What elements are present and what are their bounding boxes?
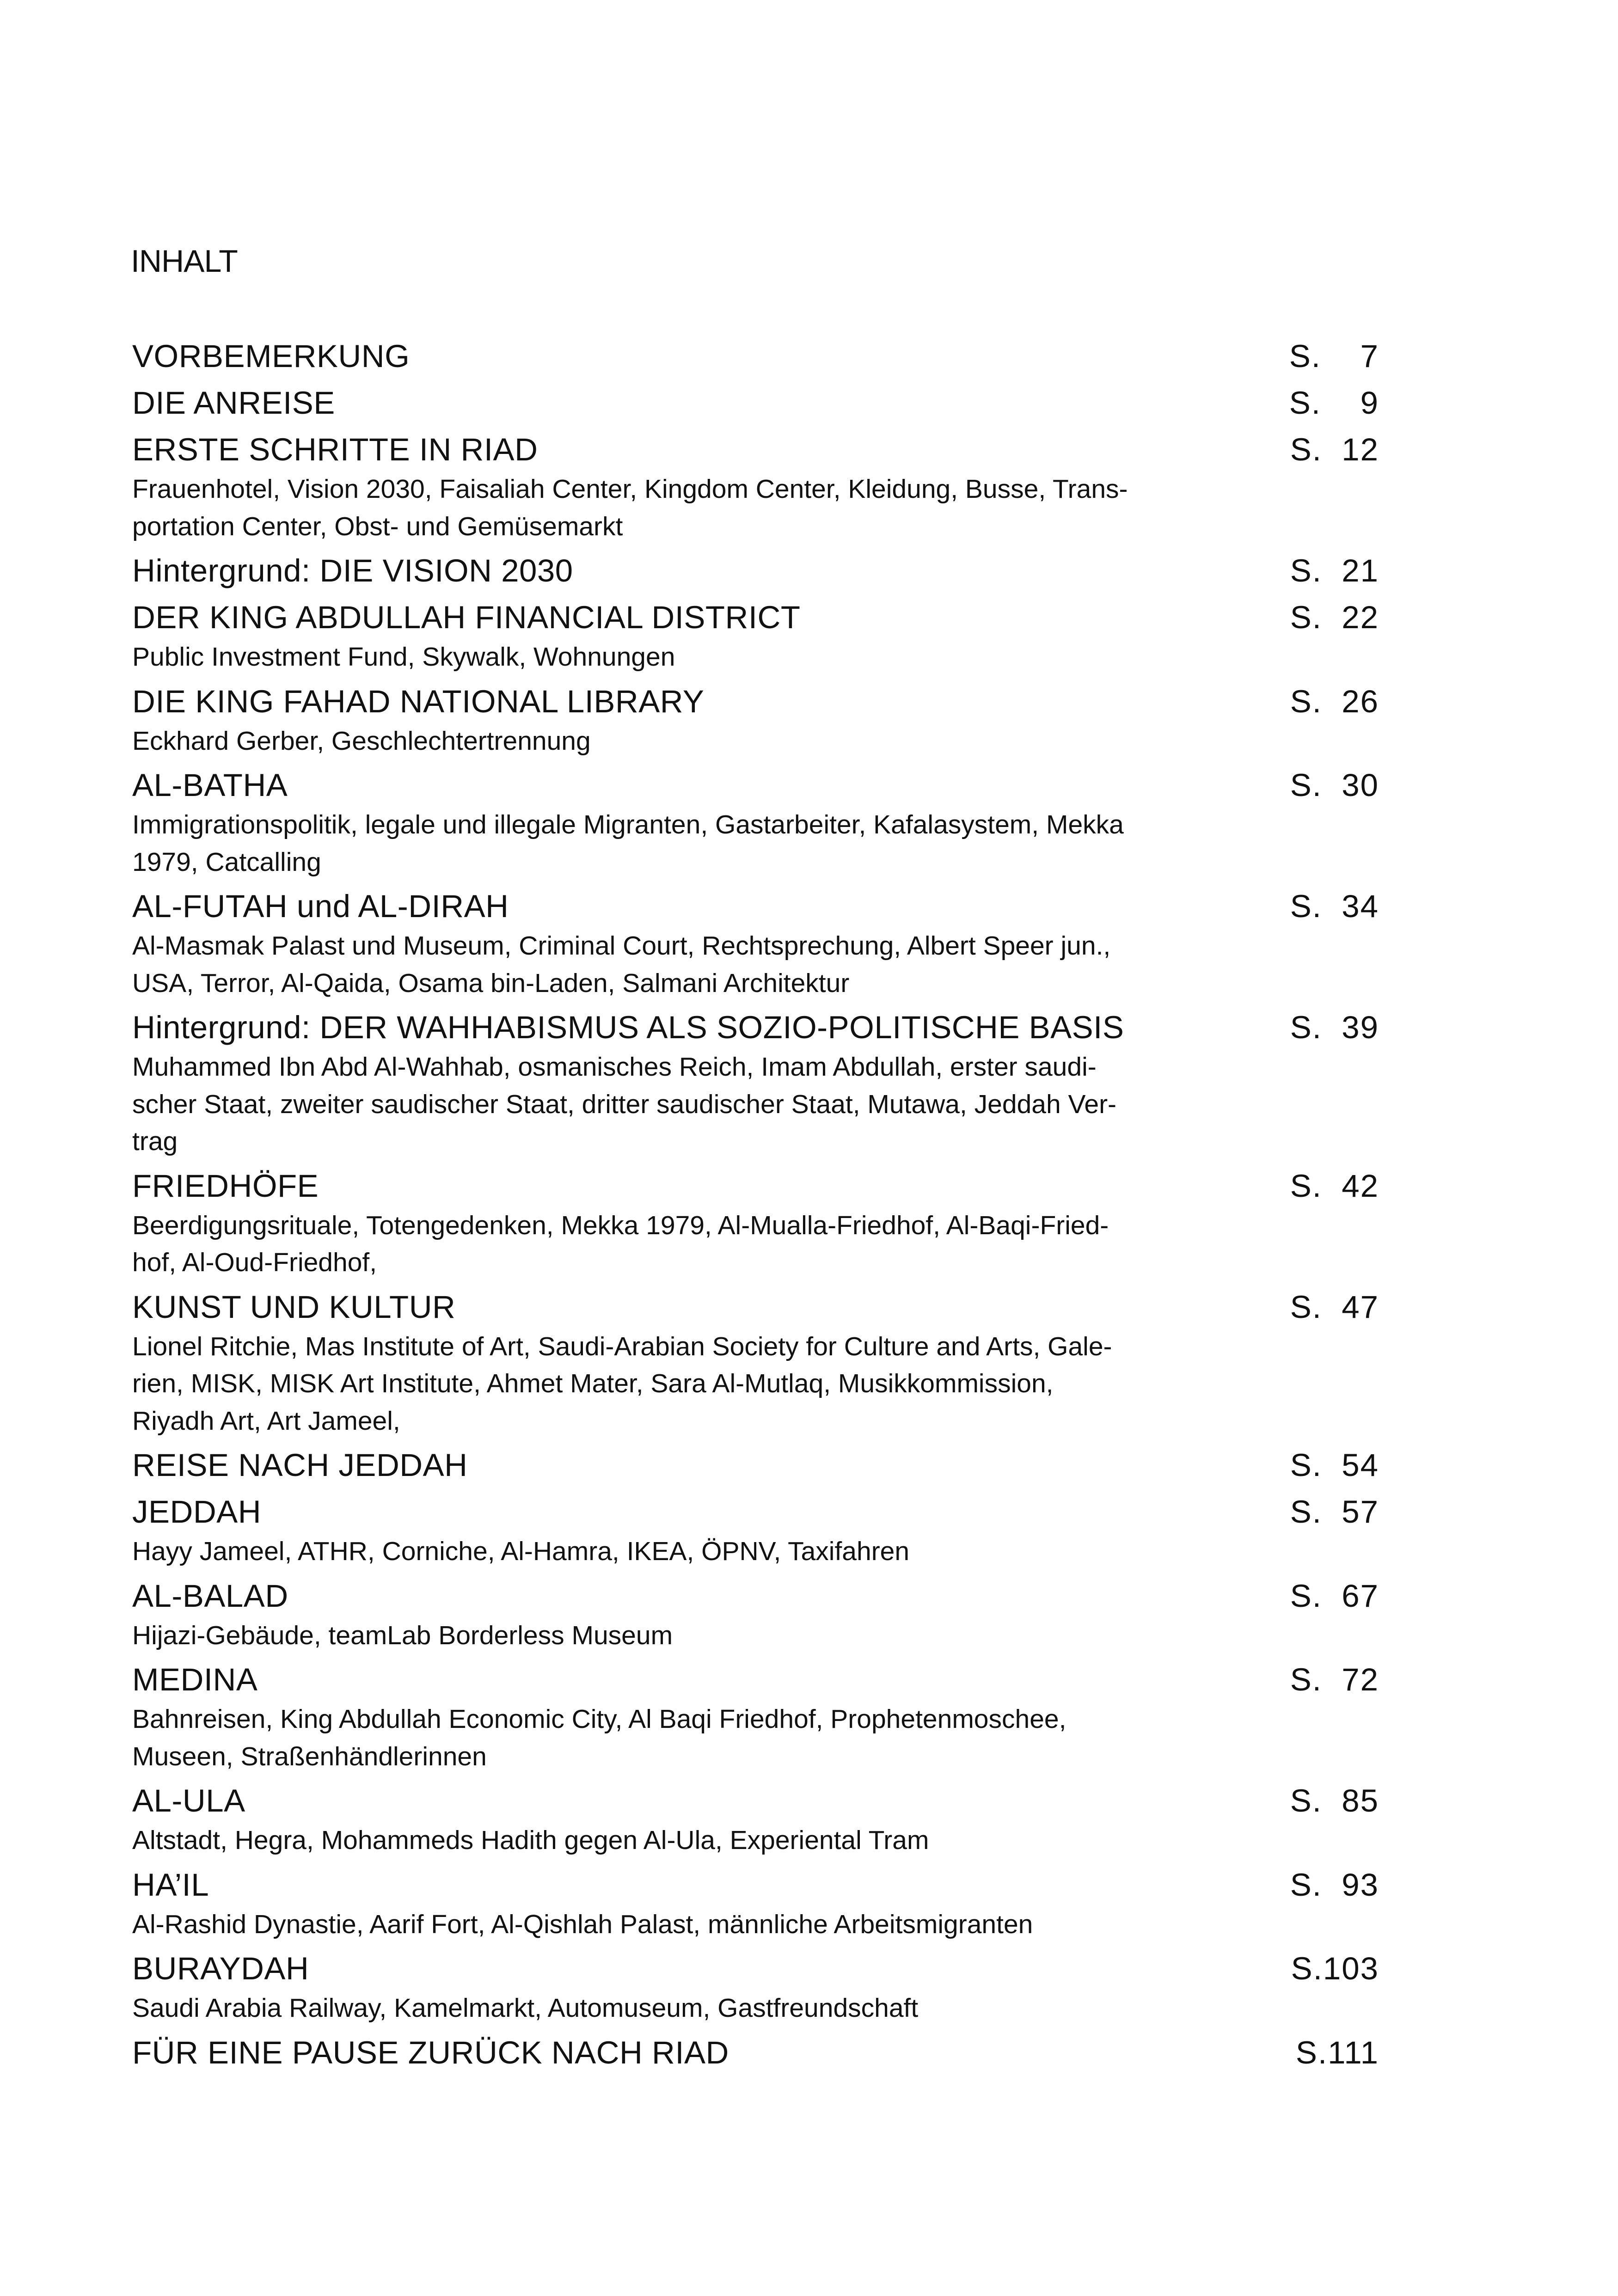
- toc-entry-page-number: S. 67: [1290, 1578, 1379, 1614]
- toc-entry-keywords: Saudi Arabia Railway, Kamelmarkt, Automuseum, Gastfreundschaft: [132, 1993, 919, 2023]
- toc-entry-row: [131, 1572, 1379, 1619]
- toc-entry: [131, 1945, 1379, 2027]
- toc-entry-title: Hintergrund: DER WAHHABISMUS ALS SOZIO-POLITISCHE BASIS: [132, 1010, 1124, 1045]
- toc-entry-page-number: S. 39: [1290, 1010, 1379, 1045]
- toc-entry-row: [131, 1441, 1379, 1488]
- toc-entry-row: [131, 426, 1379, 472]
- table-of-contents: [131, 332, 1379, 2076]
- toc-entry-page-number: S. 7: [1289, 338, 1379, 374]
- toc-entry-title: AL-BALAD: [132, 1578, 288, 1614]
- toc-entry-title: Hintergrund: DIE VISION 2030: [132, 553, 573, 588]
- toc-entry-row: [131, 1162, 1379, 1209]
- toc-entry-row: [131, 1861, 1379, 1908]
- toc-entry: [131, 426, 1379, 545]
- toc-entry: [131, 1441, 1379, 1488]
- toc-entry-keywords: Hayy Jameel, ATHR, Corniche, Al-Hamra, IKEA, ÖPNV, Taxifahren: [132, 1537, 910, 1566]
- toc-entry-page-number: S. 93: [1290, 1867, 1379, 1903]
- toc-entry-title: VORBEMERKUNG: [132, 338, 410, 374]
- toc-entry: [131, 1283, 1379, 1440]
- toc-entry: [131, 547, 1379, 594]
- toc-entry-page-number: S. 12: [1290, 432, 1379, 467]
- toc-entry: [131, 332, 1379, 379]
- toc-entry-page-number: S. 72: [1290, 1662, 1379, 1697]
- toc-entry-keywords: Al-Rashid Dynastie, Aarif Fort, Al-Qishlah Palast, männliche Arbeitsmigranten: [132, 1909, 1033, 1939]
- toc-entry-row: [131, 547, 1379, 594]
- toc-entry-title: BURAYDAH: [132, 1951, 309, 1986]
- toc-entry-keywords: Hijazi-Gebäude, teamLab Borderless Museum: [132, 1620, 673, 1650]
- toc-entry: [131, 1162, 1379, 1281]
- toc-entry-title: ERSTE SCHRITTE IN RIAD: [132, 432, 538, 467]
- toc-entry-title: DIE KING FAHAD NATIONAL LIBRARY: [132, 683, 705, 719]
- toc-entry-row: [131, 594, 1379, 640]
- toc-entry-row: [131, 1488, 1379, 1535]
- toc-entry-keywords: Bahnreisen, King Abdullah Economic City, Al Baqi Friedhof, Prophetenmoschee, Museen, Straßenhändlerinnen: [132, 1704, 1066, 1771]
- toc-entry-page-number: S. 30: [1290, 767, 1379, 803]
- toc-entry: [131, 1656, 1379, 1775]
- toc-entry-page-number: S. 85: [1290, 1783, 1379, 1818]
- toc-entry: [131, 1572, 1379, 1654]
- toc-entry: [131, 1488, 1379, 1570]
- toc-entry-page-number: S. 57: [1290, 1494, 1379, 1530]
- toc-entry-row: [131, 1945, 1379, 1991]
- toc-entry-row: [131, 882, 1379, 929]
- toc-entry: [131, 678, 1379, 760]
- toc-entry-title: AL-ULA: [132, 1783, 245, 1818]
- toc-entry: [131, 882, 1379, 1002]
- toc-entry-title: FÜR EINE PAUSE ZURÜCK NACH RIAD: [132, 2034, 729, 2070]
- toc-entry-keywords: Frauenhotel, Vision 2030, Faisaliah Center, Kingdom Center, Kleidung, Busse, Trans- portation Center, Obst- und Gemüsemarkt: [132, 474, 1128, 541]
- toc-entry-row: [131, 1283, 1379, 1330]
- toc-entry-title: DER KING ABDULLAH FINANCIAL DISTRICT: [132, 600, 801, 635]
- toc-entry: [131, 594, 1379, 676]
- toc-entry-row: [131, 332, 1379, 379]
- toc-entry-keywords: Muhammed Ibn Abd Al-Wahhab, osmanisches Reich, Imam Abdullah, erster saudi- scher Staat, zweiter saudischer Staat, dritter saudischer Staat, Mutawa, Jeddah Ver- trag: [132, 1052, 1117, 1156]
- toc-entry-keywords: Eckhard Gerber, Geschlechtertrennung: [132, 726, 591, 756]
- toc-entry-title: AL-FUTAH und AL-DIRAH: [132, 888, 509, 924]
- toc-entry-keywords: Altstadt, Hegra, Mohammeds Hadith gegen Al-Ula, Experiental Tram: [132, 1825, 929, 1855]
- toc-entry-row: [131, 1656, 1379, 1702]
- toc-entry-page-number: S. 34: [1290, 888, 1379, 924]
- toc-entry-title: HA’IL: [132, 1867, 209, 1903]
- toc-entry-row: [131, 1777, 1379, 1824]
- toc-entry-keywords: Lionel Ritchie, Mas Institute of Art, Saudi-Arabian Society for Culture and Arts, Gale- rien, MISK, MISK Art Institute, Ahmet Mater, Sara Al-Mutlaq, Musikkommission, Riyadh Art, Art Jameel,: [132, 1331, 1112, 1436]
- toc-entry-page-number: S.111: [1295, 2034, 1379, 2070]
- toc-entry-row: [131, 1004, 1379, 1050]
- toc-entry-page-number: S. 9: [1289, 385, 1379, 421]
- toc-entry-title: MEDINA: [132, 1662, 258, 1697]
- toc-entry-title: FRIEDHÖFE: [132, 1168, 319, 1204]
- toc-entry: [131, 1004, 1379, 1160]
- toc-entry-row: [131, 761, 1379, 808]
- toc-entry-page-number: S. 54: [1290, 1447, 1379, 1483]
- toc-entry-title: REISE NACH JEDDAH: [132, 1447, 468, 1483]
- toc-entry-page-number: S. 22: [1290, 600, 1379, 635]
- toc-entry-keywords: Immigrationspolitik, legale und illegale Migranten, Gastarbeiter, Kafalasystem, Mekka 1979, Catcalling: [132, 810, 1124, 877]
- page-heading: INHALT: [131, 244, 238, 279]
- toc-entry-page-number: S. 47: [1290, 1289, 1379, 1325]
- toc-entry-keywords: Public Investment Fund, Skywalk, Wohnungen: [132, 642, 675, 672]
- toc-entry-title: DIE ANREISE: [132, 385, 335, 421]
- toc-entry-row: [131, 379, 1379, 426]
- toc-entry-title: KUNST UND KULTUR: [132, 1289, 456, 1325]
- toc-entry-title: JEDDAH: [132, 1494, 262, 1530]
- toc-entry-page-number: S.103: [1291, 1951, 1379, 1986]
- toc-entry: [131, 1777, 1379, 1859]
- toc-entry-page-number: S. 26: [1290, 683, 1379, 719]
- toc-entry-row: [131, 678, 1379, 724]
- toc-entry-page-number: S. 42: [1290, 1168, 1379, 1204]
- toc-entry-keywords: Beerdigungsrituale, Totengedenken, Mekka 1979, Al-Mualla-Friedhof, Al-Baqi-Fried- hof, Al-Oud-Friedhof,: [132, 1210, 1109, 1277]
- toc-entry-row: [131, 2029, 1379, 2076]
- toc-entry: [131, 761, 1379, 881]
- toc-entry: [131, 1861, 1379, 1943]
- toc-entry-keywords: Al-Masmak Palast und Museum, Criminal Court, Rechtsprechung, Albert Speer jun., USA, Terror, Al-Qaida, Osama bin-Laden, Salmani Architektur: [132, 931, 1111, 998]
- toc-entry: [131, 2029, 1379, 2076]
- toc-entry-page-number: S. 21: [1290, 553, 1379, 588]
- toc-entry: [131, 379, 1379, 426]
- toc-entry-title: AL-BATHA: [132, 767, 288, 803]
